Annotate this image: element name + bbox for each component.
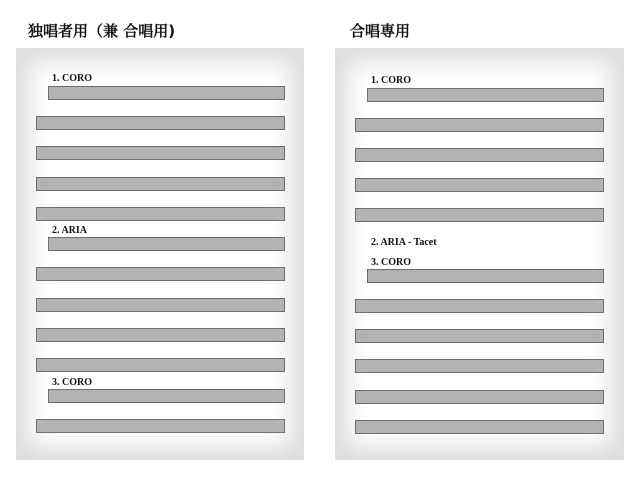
staff xyxy=(355,329,604,343)
staff xyxy=(355,299,604,313)
right-score-page xyxy=(335,48,624,460)
staff xyxy=(355,148,604,162)
staff xyxy=(36,328,285,342)
staff xyxy=(36,177,285,191)
movement-label: 1. CORO xyxy=(371,75,411,86)
staff xyxy=(36,358,285,372)
staff-indented xyxy=(48,389,285,403)
staff xyxy=(355,178,604,192)
movement-label: 2. ARIA - Tacet xyxy=(371,237,437,248)
staff xyxy=(355,390,604,404)
staff xyxy=(36,267,285,281)
left-page-title: 独唱者用（兼 合唱用) xyxy=(28,22,176,40)
movement-label: 2. ARIA xyxy=(52,225,88,236)
staff xyxy=(355,118,604,132)
staff-indented xyxy=(48,86,285,100)
staff xyxy=(36,146,285,160)
staff xyxy=(36,116,285,130)
staff xyxy=(36,419,285,433)
movement-label: 3. CORO xyxy=(371,257,411,268)
staff-indented xyxy=(367,269,604,283)
left-score-page xyxy=(16,48,304,460)
staff-indented xyxy=(367,88,604,102)
movement-label: 3. CORO xyxy=(52,377,92,388)
staff xyxy=(36,207,285,221)
movement-label: 1. CORO xyxy=(52,73,92,84)
staff-indented xyxy=(48,237,285,251)
right-page-title: 合唱専用 xyxy=(350,22,411,40)
staff xyxy=(355,420,604,434)
staff xyxy=(36,298,285,312)
staff xyxy=(355,208,604,222)
staff xyxy=(355,359,604,373)
